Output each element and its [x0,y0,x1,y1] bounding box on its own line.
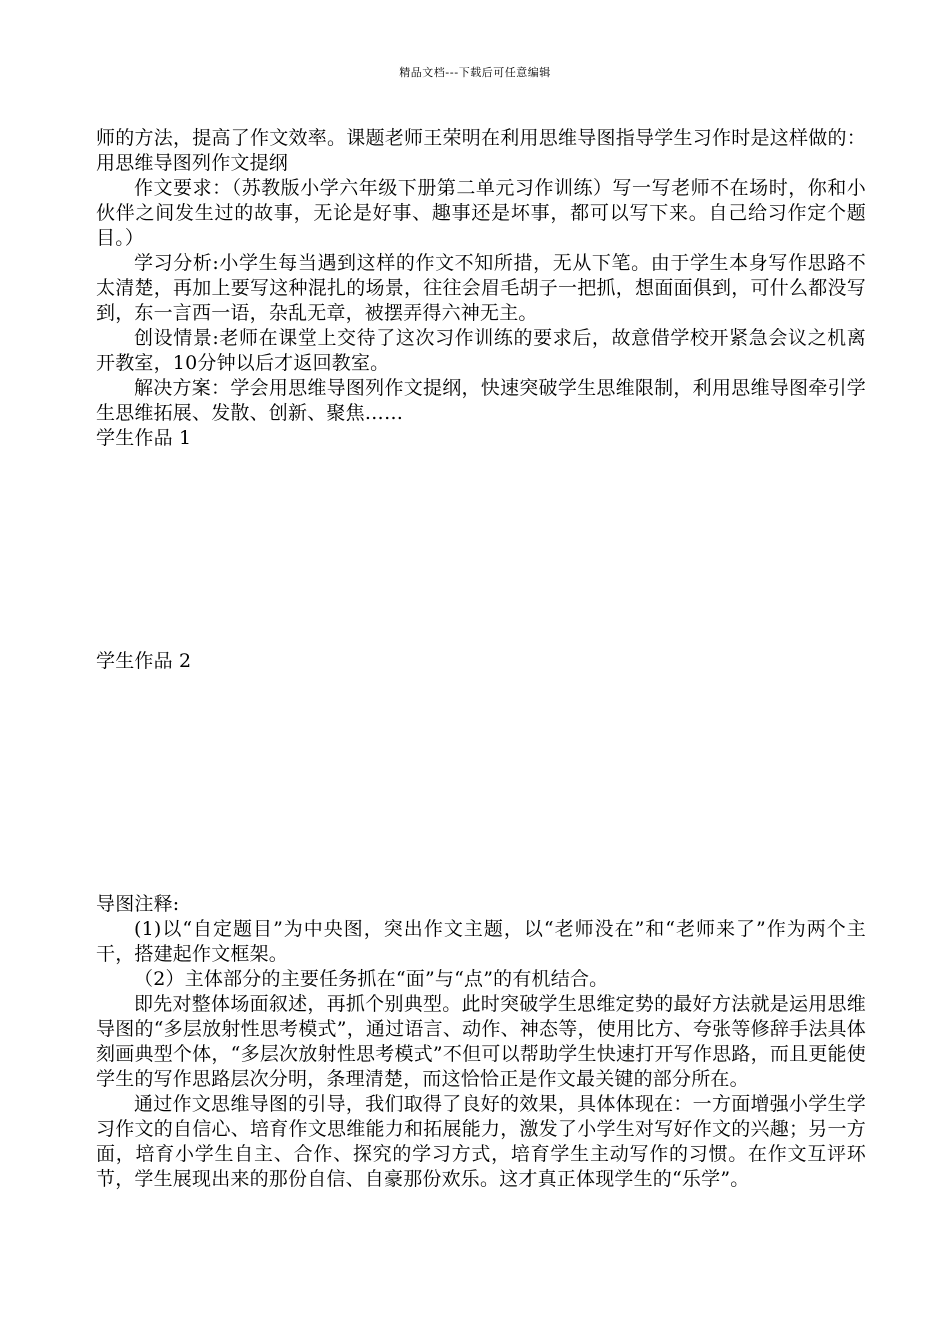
student-work-2-area [96,674,866,892]
paragraph-scenario: 创设情景:老师在课堂上交待了这次习作训练的要求后，故意借学校开紧急会议之机离开教室，10分钟以后才返回教室。 [96,327,866,374]
student-work-2-label: 学生作品 2 [96,650,192,672]
student-work-1-area [96,451,866,649]
paragraph-results: 通过作文思维导图的引导，我们取得了良好的效果，具体体现在：一方面增强小学生学习作文的自信心、培育作文思维能力和拓展能力，激发了小学生对写好作文的兴趣；另一方面，培育小学生自主、合作、探究的学习方式，培育学生主动写作的习惯。在作文互评环节，学生展现出来的那份自信、自豪那份欢乐。这才真正体现学生的“乐学”。 [96,1093,866,1190]
paragraph-intro: 师的方法，提高了作文效率。课题老师王荣明在利用思维导图指导学生习作时是这样做的：用思维导图列作文提纲 [96,127,866,174]
page-header: 精品文档---下载后可任意编辑 [399,66,551,79]
document-body [96,126,866,1192]
student-work-1-label: 学生作品 1 [96,427,192,449]
paragraph-analysis: 学习分析:小学生每当遇到这样的作文不知所措，无从下笔。由于学生本身写作思路不太清楚，再加上要写这种混扎的场景，往往会眉毛胡子一把抓，想面面俱到，可什么都没写到，东一言西一语，杂乱无章，被摆弄得六神无主。 [96,252,866,324]
note-1: (1)以“自定题目”为中央图，突出作文主题，以“老师没在”和“老师来了”作为两个主干，搭建起作文框架。 [96,918,866,965]
notes-label: 导图注释: [96,893,180,915]
paragraph-solution: 解决方案：学会用思维导图列作文提纲，快速突破学生思维限制，利用思维导图牵引学生思维拓展、发散、创新、聚焦…… [96,377,866,424]
note-2: （2）主体部分的主要任务抓在“面”与“点”的有机结合。 [134,968,609,990]
paragraph-method: 即先对整体场面叙述，再抓个别典型。此时突破学生思维定势的最好方法就是运用思维导图的“多层放射性思考模式”，通过语言、动作、神态等，使用比方、夸张等修辞手法具体刻画典型个体，“多层次放射性思考模式”不但可以帮助学生快速打开写作思路，而且更能使学生的写作思路层次分明，条理清楚，而这恰恰正是作文最关键的部分所在。 [96,993,866,1090]
paragraph-requirements: 作文要求：（苏教版小学六年级下册第二单元习作训练）写一写老师不在场时，你和小伙伴之间发生过的故事，无论是好事、趣事还是坏事，都可以写下来。自己给习作定个题目。） [96,177,866,249]
